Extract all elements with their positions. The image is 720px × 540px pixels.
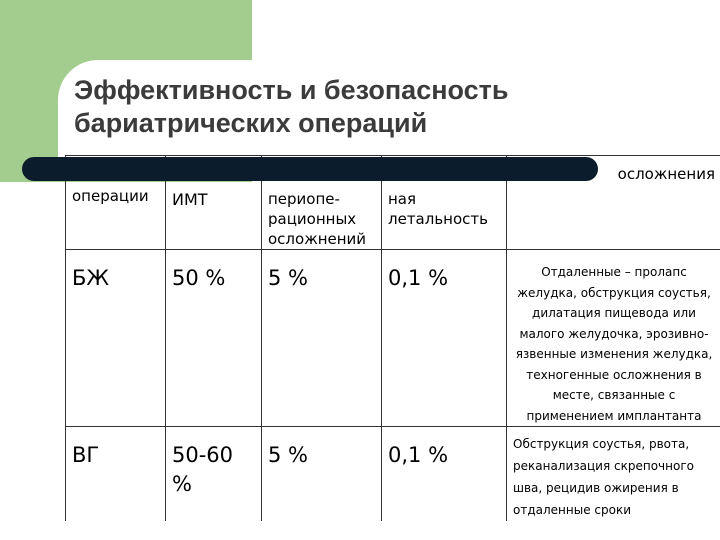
note-line: Обструкция соустья, рвота, (513, 437, 690, 451)
header-mortality-line: ная (388, 190, 417, 208)
note-line: дилатация пищевода или (532, 306, 696, 320)
row-operation-name: ВГ (66, 427, 166, 522)
note-line: шва, рецидив ожирения в (513, 481, 679, 495)
note-line: Отдаленные – пролапс (541, 265, 687, 279)
note-line: применением имплантанта (526, 408, 702, 423)
header-operation-label: операции (72, 187, 149, 205)
table-row (66, 427, 720, 522)
bmi-value-line: 50-60 (172, 443, 234, 467)
row-complications-value: 5 % (262, 427, 382, 522)
note-line: реканализация скрепочного (513, 459, 694, 473)
row-notes (507, 250, 720, 427)
note-line: малого желудочка, эрозивно- (519, 326, 709, 341)
header-complications-line: рационных (268, 210, 357, 228)
note-line: техногенные осложнения в (526, 367, 702, 382)
header-divider-bar (22, 157, 598, 181)
slide-title: Эффективность и безопасность бариатрических операций (74, 75, 509, 138)
table-row (66, 250, 720, 427)
header-notes-label: осложнения (617, 165, 715, 183)
row-operation-name: БЖ (66, 250, 166, 427)
row-bmi-value: 50 % (166, 250, 262, 427)
row-mortality-value: 0,1 % (382, 427, 507, 522)
bmi-value-line: % (172, 472, 192, 496)
row-notes (507, 427, 720, 522)
note-line: отдаленные сроки (513, 503, 632, 517)
header-complications-line: периопе- (268, 190, 340, 208)
note-line: месте, связанные с (552, 388, 676, 402)
header-bmi-label: ИМТ (172, 190, 208, 209)
header-mortality-line: летальность (388, 210, 488, 228)
note-line: желудка, обструкция соустья, (517, 285, 711, 300)
row-complications-value: 5 % (262, 250, 382, 427)
row-mortality-value: 0,1 % (382, 250, 507, 427)
results-table (65, 155, 720, 521)
note-line: язвенные изменения желудка, (515, 347, 713, 361)
header-complications-line: осложнений (268, 230, 367, 248)
row-bmi-value (166, 427, 262, 522)
